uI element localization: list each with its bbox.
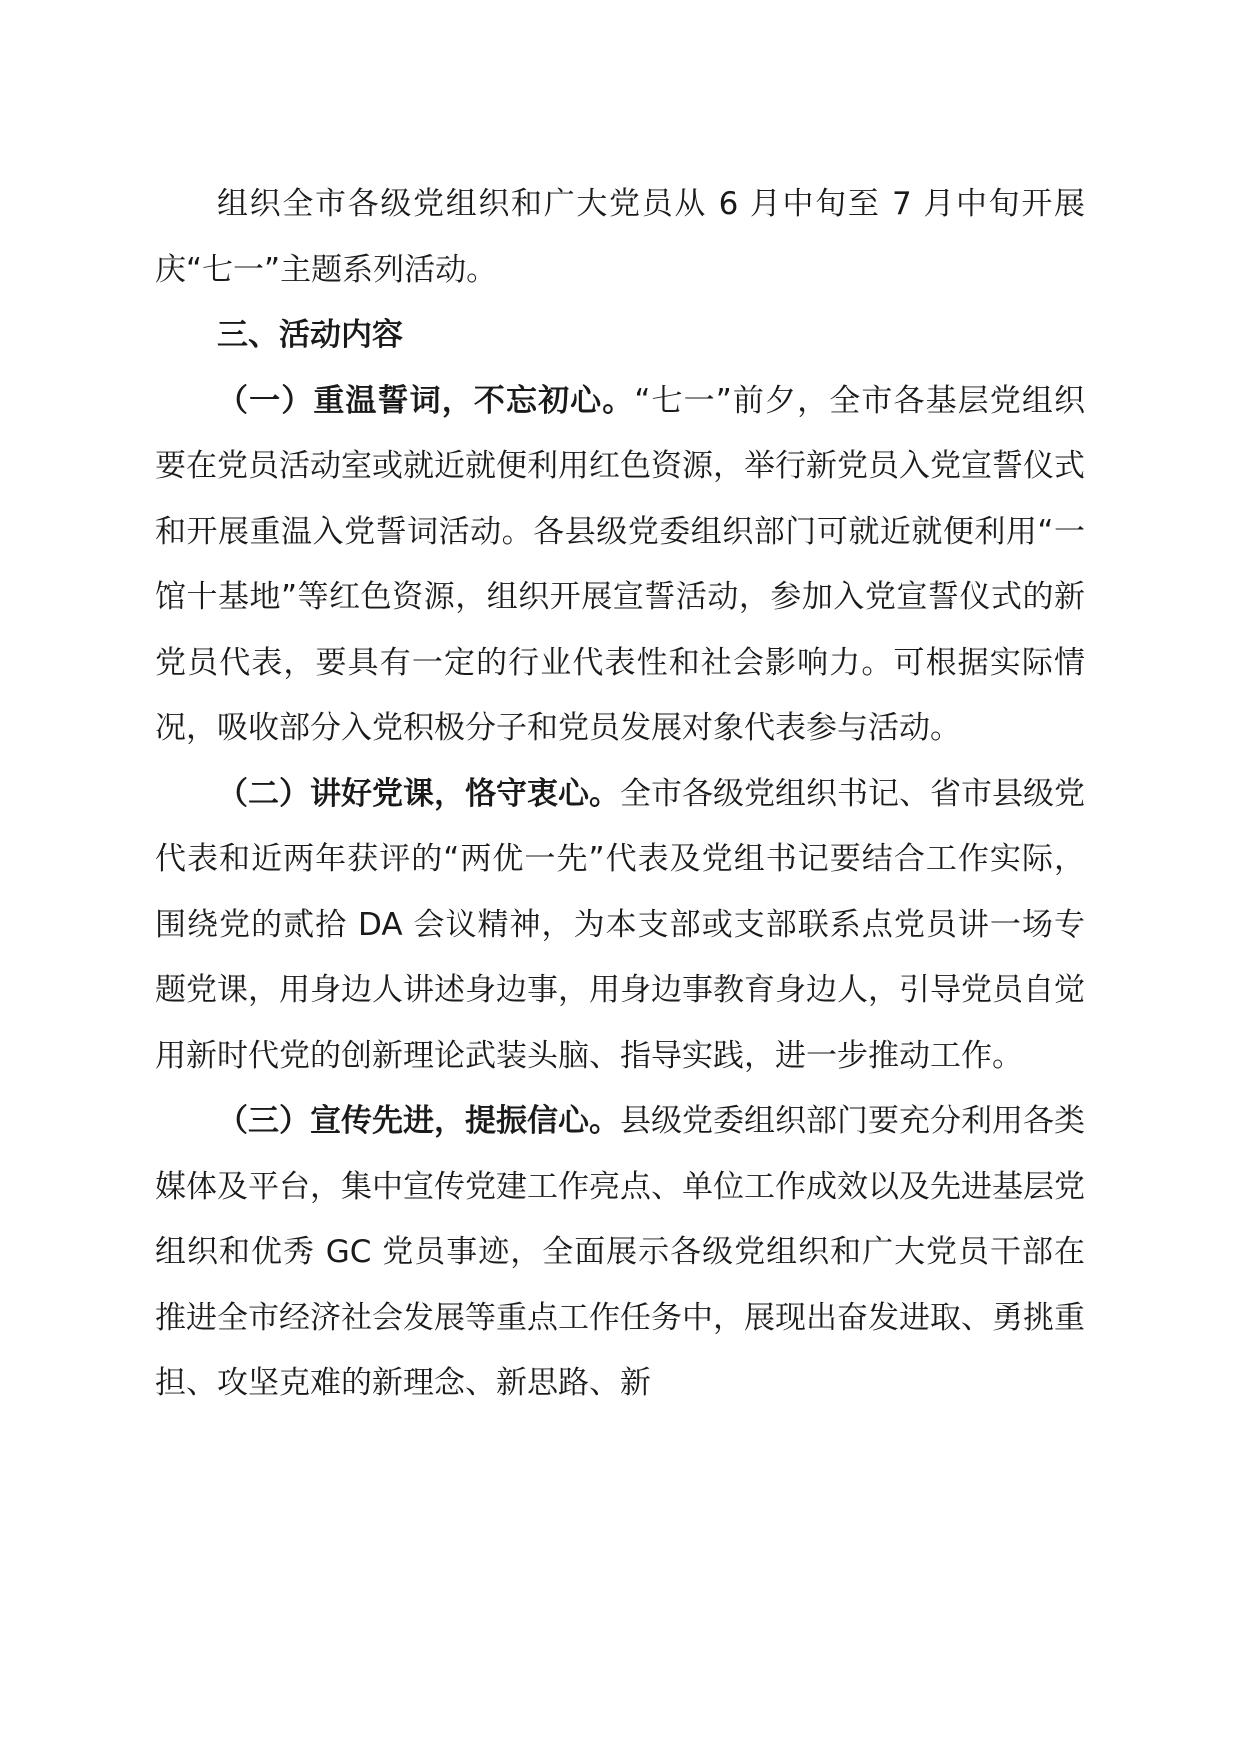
item-lead-3: （三）宣传先进，提振信心。 <box>217 1103 620 1139</box>
item-body-2: 全市各级党组织书记、省市县级党代表和近两年获评的“两优一先”代表及党组书记要结合工作实际，围绕党的贰拾 DA 会议精神，为本支部或支部联系点党员讲一场专题党课，用身边人讲述身边事，用身边事教育身边人，引导党员自觉用新时代党的创新理论武装头脑、指导实践，进一步推动工作。 <box>155 775 1085 1074</box>
section-heading: 三、活动内容 <box>217 317 403 353</box>
item-paragraph-3 <box>155 1089 1085 1417</box>
item-lead-1: （一）重温誓词，不忘初心。 <box>217 382 635 419</box>
intro-paragraph: 组织全市各级党组织和广大党员从 6 月中旬至 7 月中旬开展庆“七一”主题系列活动。 <box>155 186 1085 288</box>
document-page <box>155 172 1085 1417</box>
item-lead-2: （二）讲好党课，恪守衷心。 <box>217 775 620 812</box>
item-paragraph-2 <box>155 762 1085 1090</box>
item-paragraph-1 <box>155 369 1085 762</box>
item-body-3: 县级党委组织部门要充分利用各类媒体及平台，集中宣传党建工作亮点、单位工作成效以及先进基层党组织和优秀 GC 党员事迹，全面展示各级党组织和广大党员干部在推进全市经济社会发展等重点工作任务中，展现出奋发进取、勇挑重担、攻坚克难的新理念、新思路、新 <box>155 1103 1085 1401</box>
item-body-1: “七一”前夕，全市各基层党组织要在党员活动室或就近就便利用红色资源，举行新党员入党宣誓仪式和开展重温入党誓词活动。各县级党委组织部门可就近就便利用“一馆十基地”等红色资源，组织开展宣誓活动，参加入党宣誓仪式的新党员代表，要具有一定的行业代表性和社会影响力。可根据实际情况，吸收部分入党积极分子和党员发展对象代表参与活动。 <box>155 382 1086 746</box>
